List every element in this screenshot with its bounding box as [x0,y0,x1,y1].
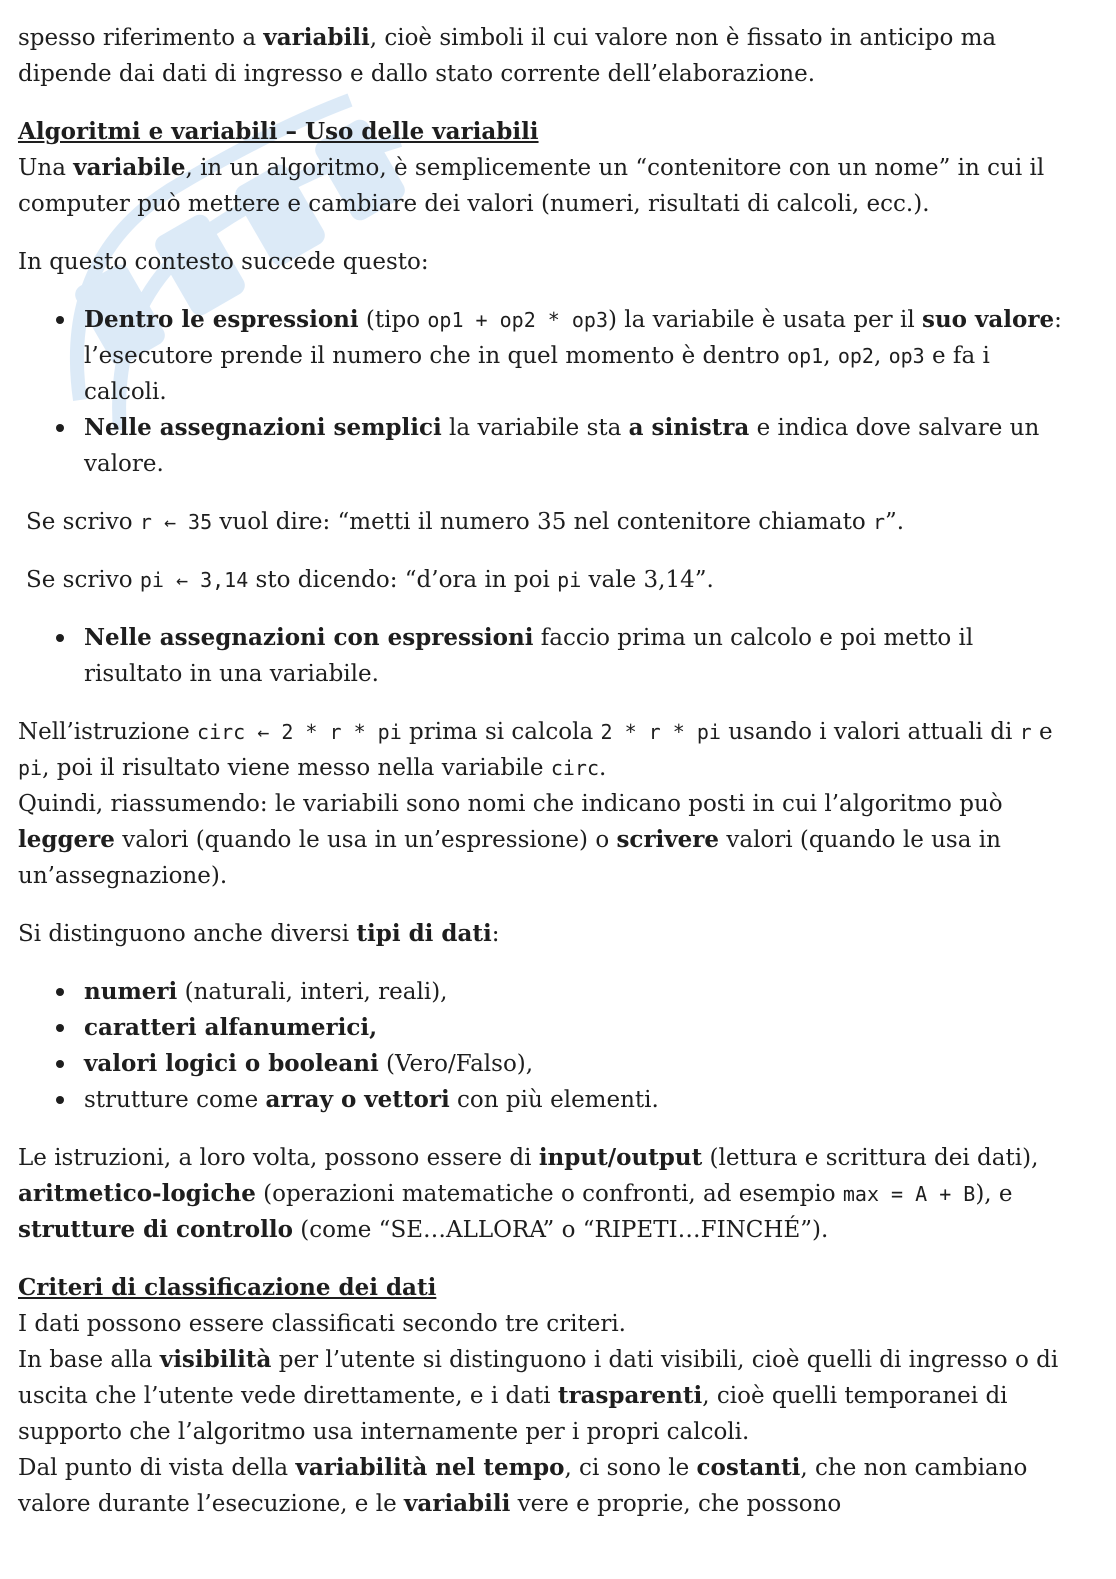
visibility-paragraph: In base alla visibilità per l’utente si distinguono i dati visibili, cioè quelli di ingresso o di uscita che l’utente vede direttamente, e i dati trasparenti, cioè quelli temporanei di supporto che l’algoritmo usa internamente per i propri calcoli. [18,1346,1059,1445]
intro-paragraph: spesso riferimento a variabili, cioè simboli il cui valore non è fissato in anticipo ma dipende dai dati di ingresso e dallo stato corrente dell’elaborazione. [18,24,997,87]
example-r-paragraph: Se scrivo r ← 35 vuol dire: “metti il numero 35 nel contenitore chiamato r”. [26,509,905,535]
section-heading-variables: Algoritmi e variabili – Uso delle variabili [18,118,539,145]
example-pi-paragraph: Se scrivo pi ← 3,14 sto dicendo: “d’ora in poi pi vale 3,14”. [26,567,714,593]
data-types-intro: Si distinguono anche diversi tipi di dati: [18,920,500,947]
variability-paragraph: Dal punto di vista della variabilità nel tempo, ci sono le costanti, che non cambiano valore durante l’esecuzione, e le variabili vere e proprie, che possono [18,1454,1028,1517]
list-item: Nelle assegnazioni semplici la variabile sta a sinistra e indica dove salvare un valore. [84,410,1076,482]
list-item: Nelle assegnazioni con espressioni faccio prima un calcolo e poi metto il risultato in una variabile. [84,620,1076,692]
list-item: Dentro le espressioni (tipo op1 + op2 * op3) la variabile è usata per il suo valore: l’esecutore prende il numero che in quel momento è dentro op1, op2, op3 e fa i calcoli. [84,302,1076,410]
data-types-list [18,974,1076,1118]
list-item: caratteri alfanumerici, [84,1010,1076,1046]
variable-definition-paragraph: Una variabile, in un algoritmo, è semplicemente un “contenitore con un nome” in cui il computer può mettere e cambiare dei valori (numeri, risultati di calcoli, ecc.). [18,154,1045,217]
list-item: numeri (naturali, interi, reali), [84,974,1076,1010]
list-item: strutture come array o vettori con più elementi. [84,1082,1076,1118]
classification-intro: I dati possono essere classificati secondo tre criteri. [18,1311,626,1337]
assignment-list [18,620,1076,692]
instructions-types-paragraph: Le istruzioni, a loro volta, possono essere di input/output (lettura e scrittura dei dati), aritmetico-logiche (operazioni matematiche o confronti, ad esempio max = A + B), e strutture di controllo (come “SE…ALLORA” o “RIPETI…FINCHÉ”). [18,1144,1039,1243]
list-item: valori logici o booleani (Vero/Falso), [84,1046,1076,1082]
usage-list [18,302,1076,482]
context-paragraph: In questo contesto succede questo: [18,249,429,275]
section-heading-classification: Criteri di classificazione dei dati [18,1274,437,1301]
instruction-paragraph: Nell’istruzione circ ← 2 * r * pi prima si calcola 2 * r * pi usando i valori attuali di r e pi, poi il risultato viene messo nella variabile circ. [18,719,1053,781]
summary-paragraph: Quindi, riassumendo: le variabili sono nomi che indicano posti in cui l’algoritmo può leggere valori (quando le usa in un’espressione) o scrivere valori (quando le usa in un’assegnazione). [18,791,1003,889]
